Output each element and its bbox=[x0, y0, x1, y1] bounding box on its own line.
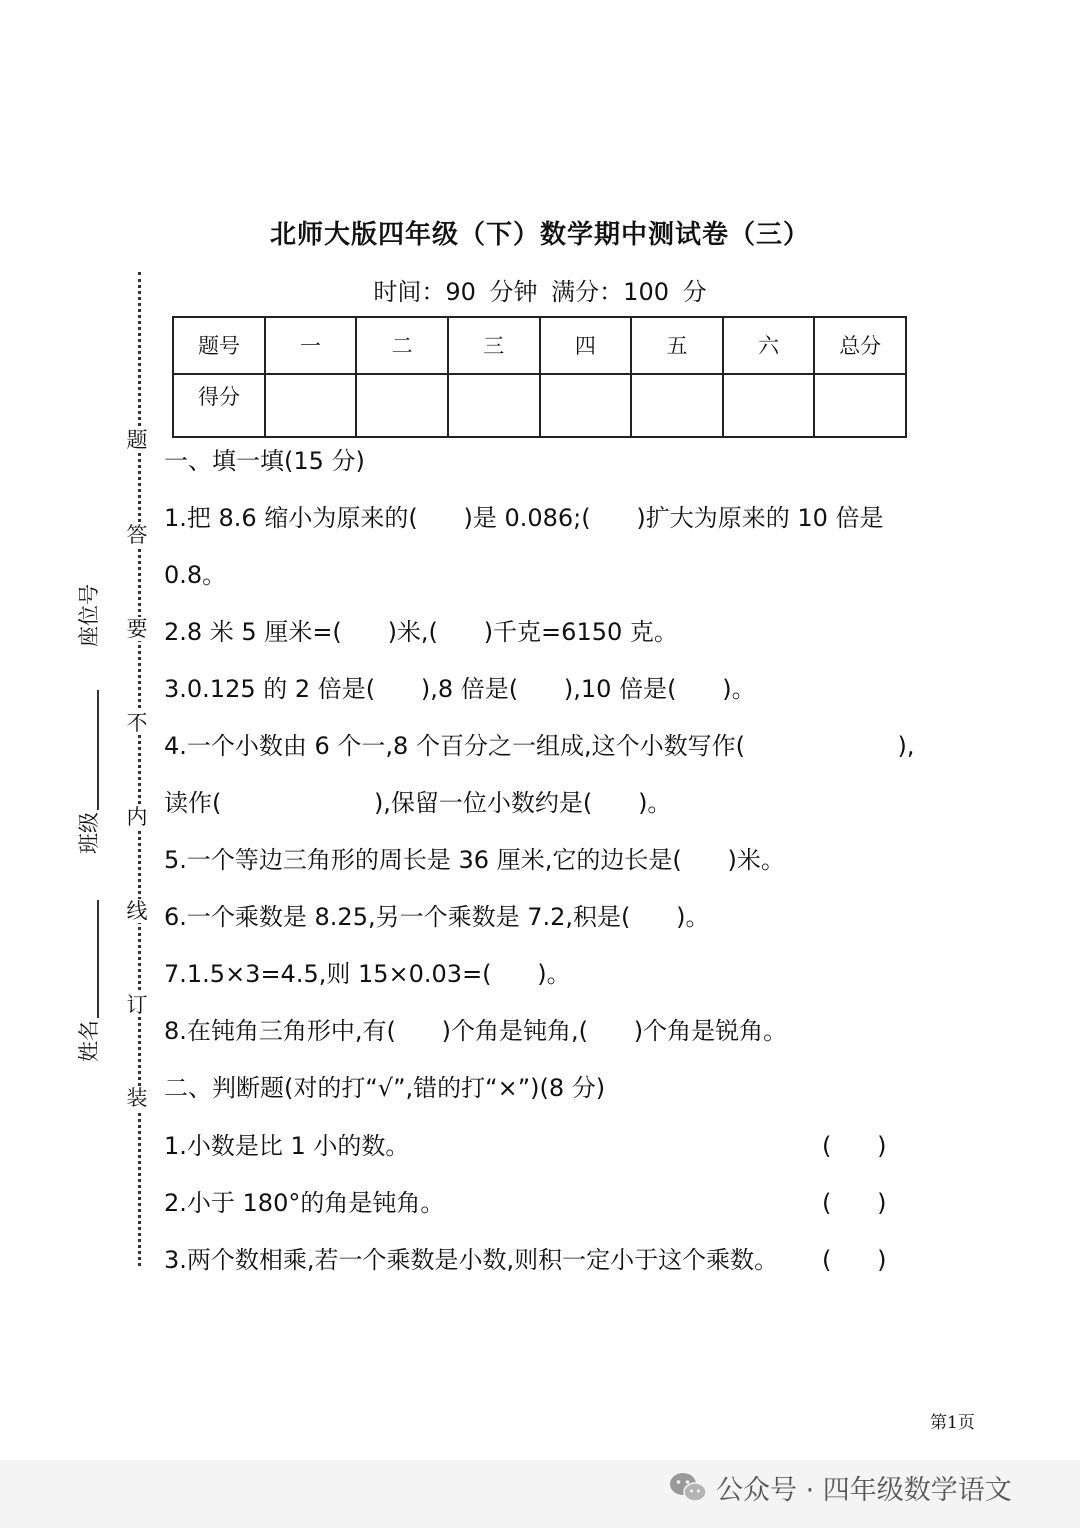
section1-heading: 一、填一填(15 分) bbox=[164, 447, 365, 475]
question-line: 7.1.5×3=4.5,则 15×0.03=( )。 bbox=[164, 960, 571, 988]
question-line: 0.8。 bbox=[164, 561, 227, 589]
score-cell bbox=[265, 374, 357, 437]
judgement-item-text: 1.小数是比 1 小的数。 bbox=[164, 1132, 410, 1160]
class-underline bbox=[97, 900, 99, 1018]
question-line: 3.0.125 的 2 倍是( ),8 倍是( ),10 倍是( )。 bbox=[164, 675, 756, 703]
question-line: 2.8 米 5 厘米=( )米,( )千克=6150 克。 bbox=[164, 618, 678, 646]
score-cell bbox=[356, 374, 448, 437]
question-line: 6.一个乘数是 8.25,另一个乘数是 7.2,积是( )。 bbox=[164, 903, 710, 931]
score-cell bbox=[814, 374, 906, 437]
seal-char: 订 bbox=[122, 993, 152, 1017]
judgement-answer-bracket: ( ) bbox=[822, 1246, 887, 1274]
score-table-header-row bbox=[173, 317, 906, 374]
name-label: 姓名 bbox=[77, 1020, 101, 1062]
score-table-header-cell: 题号 bbox=[173, 317, 265, 374]
seal-char: 要 bbox=[122, 617, 152, 641]
score-table bbox=[172, 316, 907, 438]
question-line: 1.把 8.6 缩小为原来的( )是 0.086;( )扩大为原来的 10 倍是 bbox=[164, 504, 884, 532]
judgement-answer-bracket: ( ) bbox=[822, 1132, 887, 1160]
score-row-label: 得分 bbox=[173, 374, 265, 437]
wechat-icon bbox=[668, 1470, 708, 1504]
seal-char: 题 bbox=[122, 428, 152, 452]
score-table-header-cell: 一 bbox=[265, 317, 357, 374]
score-table-header-cell: 三 bbox=[448, 317, 540, 374]
seal-dotted-line bbox=[138, 272, 141, 1266]
seat-underline bbox=[97, 690, 99, 810]
question-line: 4.一个小数由 6 个一,8 个百分之一组成,这个小数写作( ), bbox=[164, 732, 915, 760]
score-cell bbox=[448, 374, 540, 437]
score-cell bbox=[631, 374, 723, 437]
exam-time-score: 时间：90 分钟 满分：100 分 bbox=[373, 278, 707, 306]
score-table-header-cell: 五 bbox=[631, 317, 723, 374]
section2-heading: 二、判断题(对的打“√”,错的打“×”)(8 分) bbox=[164, 1074, 606, 1102]
score-cell bbox=[723, 374, 815, 437]
question-line: 5.一个等边三角形的周长是 36 厘米,它的边长是( )米。 bbox=[164, 846, 785, 874]
footer-watermark-text: 公众号 · 四年级数学语文 bbox=[716, 1475, 1012, 1506]
score-table-header-cell: 总分 bbox=[814, 317, 906, 374]
score-table-score-row bbox=[173, 374, 906, 437]
seal-char: 内 bbox=[122, 805, 152, 829]
score-table-header-cell: 二 bbox=[356, 317, 448, 374]
question-line: 读作( ),保留一位小数约是( )。 bbox=[164, 789, 672, 817]
seat-number-label: 座位号 bbox=[77, 584, 101, 647]
class-label: 班级 bbox=[77, 812, 101, 854]
judgement-answer-bracket: ( ) bbox=[822, 1189, 887, 1217]
seal-char: 线 bbox=[122, 899, 152, 923]
seal-char: 答 bbox=[122, 523, 152, 547]
score-table-header-cell: 六 bbox=[723, 317, 815, 374]
judgement-item-text: 3.两个数相乘,若一个乘数是小数,则积一定小于这个乘数。 bbox=[164, 1246, 779, 1274]
score-table-header-cell: 四 bbox=[540, 317, 632, 374]
page-title: 北师大版四年级（下）数学期中测试卷（三） bbox=[269, 220, 810, 250]
judgement-item-text: 2.小于 180°的角是钝角。 bbox=[164, 1189, 445, 1217]
seal-char: 不 bbox=[122, 711, 152, 735]
score-cell bbox=[540, 374, 632, 437]
page-number: 第1页 bbox=[930, 1413, 975, 1433]
seal-char: 装 bbox=[122, 1086, 152, 1110]
question-line: 8.在钝角三角形中,有( )个角是钝角,( )个角是锐角。 bbox=[164, 1017, 788, 1045]
